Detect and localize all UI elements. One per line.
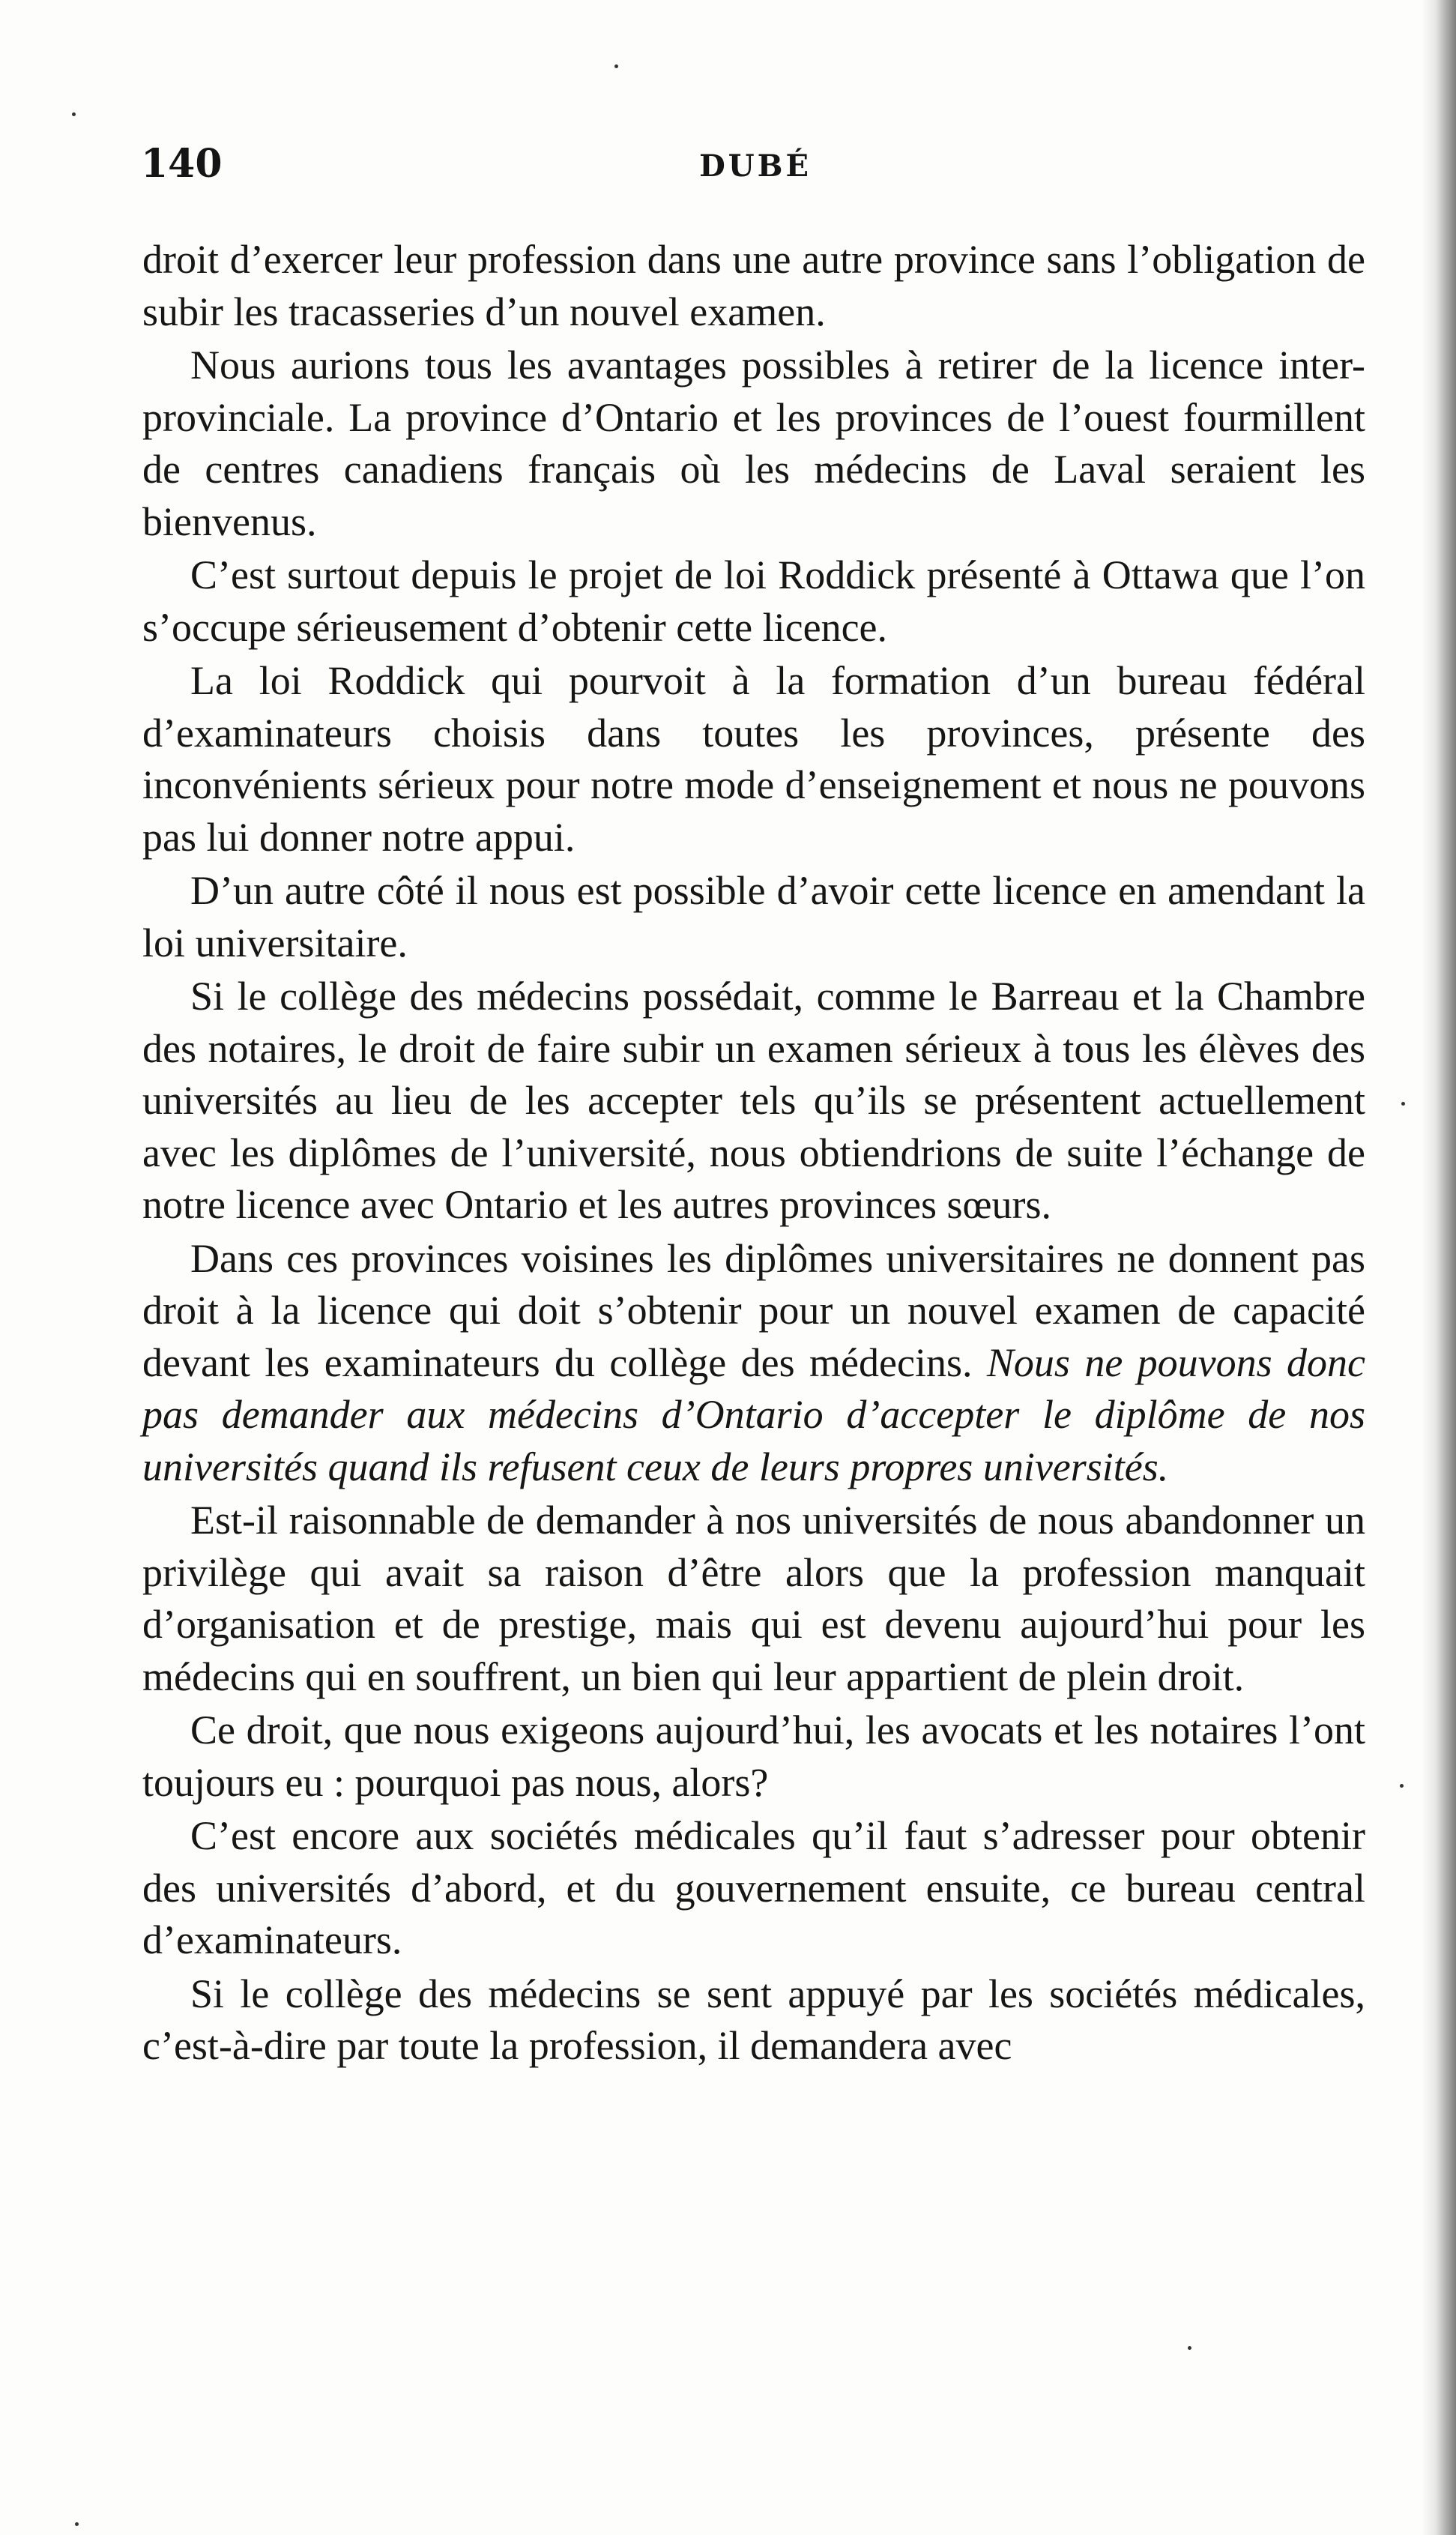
- scan-speck: [72, 112, 76, 116]
- paragraph-10: C’est encore aux sociétés médicales qu’il faut s’adresser pour obtenir des universités d’abord, et du gouvernement ensuite, ce bureau central d’examinateurs.: [142, 1813, 1365, 1962]
- paragraph-7: [142, 1233, 1365, 1494]
- paragraph-11: Si le collège des médecins se sent appuyé par les sociétés médicales, c’est-à-dire par toute la profession, il demandera avec: [142, 1971, 1365, 2068]
- paragraph-5: D’un autre côté il nous est possible d’avoir cette licence en amendant la loi universitaire.: [142, 868, 1365, 965]
- paragraph-4: La loi Roddick qui pourvoit à la formation d’un bureau fédéral d’examinateurs choisis dans toutes les provinces, présente des inconvénients sérieux pour notre mode d’enseignement et nous ne pouvons pas lui donner notre appui.: [142, 658, 1365, 860]
- page-header: [141, 141, 1370, 208]
- scan-speck: [1188, 2346, 1191, 2350]
- page-edge-shadow: [1422, 0, 1456, 2535]
- scan-speck: [1401, 1102, 1405, 1106]
- running-head: DUBÉ: [699, 148, 812, 184]
- scan-speck: [614, 64, 618, 68]
- page-number: 140: [141, 141, 223, 187]
- paragraph-6: Si le collège des médecins possédait, comme le Barreau et la Chambre des notaires, le droit de faire subir un examen sérieux à tous les élèves des universités au lieu de les accepter tels qu’ils se présentent actuellement avec les diplômes de l’université, nous obtiendrions de suite l’échange de notre licence avec Ontario et les autres provinces sœurs.: [142, 974, 1365, 1227]
- paragraph-8: Est-il raisonnable de demander à nos universités de nous abandonner un privilège qui avait sa raison d’être alors que la profession manquait d’organisation et de prestige, mais qui est devenu aujourd’hui pour les médecins qui en souffrent, un bien qui leur appartient de plein droit.: [142, 1498, 1365, 1699]
- paragraph-9: Ce droit, que nous exigeons aujourd’hui, les avocats et les notaires l’ont toujours eu : pourquoi pas nous, alors?: [142, 1707, 1365, 1805]
- paragraph-2: Nous aurions tous les avantages possibles à retirer de la licence inter-provinciale. La province d’Ontario et les provinces de l’ouest fourmillent de centres canadiens français où les médecins de Laval seraient les bienvenus.: [142, 343, 1365, 544]
- paragraph-7-text: Dans ces provinces voisines les diplômes universitaires ne donnent pas droit à la licence qui doit s’obtenir pour un nouvel examen de capacité devant les examinateurs du collège des médecins.: [142, 1235, 1365, 1385]
- paragraph-7-italic: Nous ne pouvons donc pas demander aux médecins d’Ontario d’accepter le diplôme de nos universités quand ils refusent ceux de leurs propres universités.: [142, 1339, 1366, 1489]
- body-text: [142, 234, 1365, 2074]
- paragraph-3: C’est surtout depuis le projet de loi Roddick présenté à Ottawa que l’on s’occupe sérieusement d’obtenir cette licence.: [142, 552, 1365, 650]
- scan-speck: [1400, 1784, 1404, 1788]
- scan-speck: [75, 2522, 79, 2526]
- paragraph-1: droit d’exercer leur profession dans une autre province sans l’obligation de subir les tracasseries d’un nouvel examen.: [142, 237, 1365, 334]
